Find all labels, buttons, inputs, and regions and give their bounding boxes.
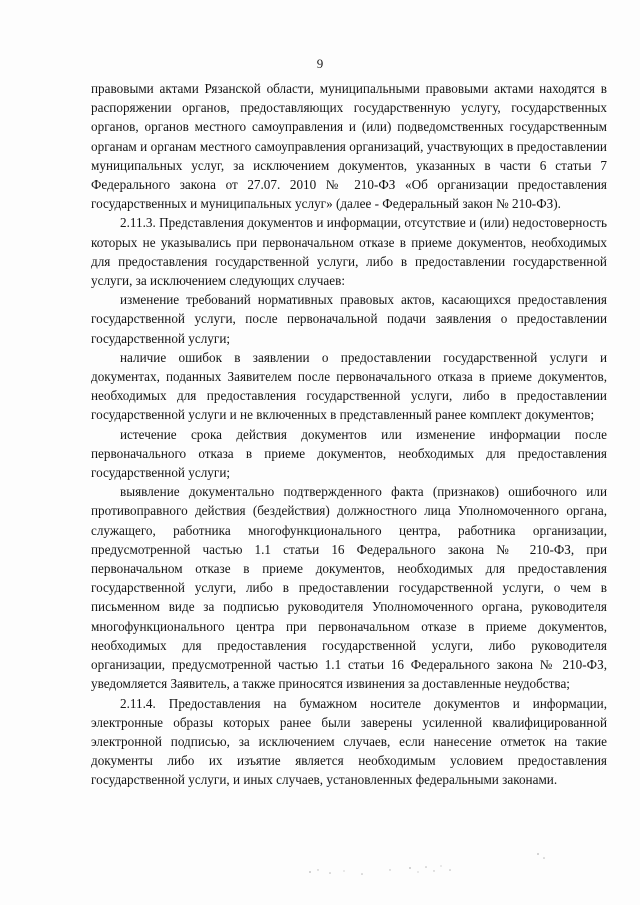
document-body — [91, 79, 607, 790]
paragraph: выявление документально подтвержденного факта (признаков) ошибочного или противоправного действия (бездействия) должностного лица Уполномоченного органа, служащего, работника многофункционального центра, работника организации, предусмотренной частью 1.1 статьи 16 Федерального закона № 210-ФЗ, при первоначальном отказе в приеме документов, необходимых для предоставления государственной услуги, либо в предоставлении государственной услуги, о чем в письменном виде за подписью руководителя Уполномоченного органа, руководителя многофункционального центра при первоначальном отказе в приеме документов, необходимых для предоставления государственной услуги, либо руководителя организации, предусмотренной частью 1.1 статьи 16 Федерального закона № 210-ФЗ, уведомляется Заявитель, а также приносятся извинения за доставленные неудобства; — [91, 484, 607, 692]
paragraph: 2.11.4. Предоставления на бумажном носителе документов и информации, электронные образы которых ранее были заверены усиленной квалифицированной электронной подписью, за исключением случаев, если нанесение отметок на такие документы либо их изъятие является необходимым условием предоставления государственной услуги, и иных случаев, установленных федеральными законами. — [91, 695, 607, 788]
paragraph: истечение срока действия документов или изменение информации после первоначального отказа в приеме документов, необходимых для предоставления государственной услуги; — [91, 426, 607, 481]
paragraph: правовыми актами Рязанской области, муниципальными правовыми актами находятся в распоряжении органов, предоставляющих государственную услугу, государственных органов, органов местного самоуправления и (или) подведомственных государственным органам и органам местного самоуправления организаций, участвующих в предоставлении муниципальных услуг, за исключением документов, указанных в части 6 статьи 7 Федерального закона от 27.07. 2010 № 210-ФЗ «Об организации предоставления государственных и муниципальных услуг» (далее - Федеральный закон № 210-ФЗ). — [91, 81, 607, 212]
paragraph: 2.11.3. Представления документов и информации, отсутствие и (или) недостоверность которых не указывались при первоначальном отказе в приеме документов, необходимых для предоставления государственной услуги, либо в предоставлении государственной услуги, за исключением следующих случаев: — [91, 215, 607, 289]
page-number: 9 — [316, 56, 324, 71]
scan-noise — [300, 850, 560, 880]
paragraph: изменение требований нормативных правовых актов, касающихся предоставления государственной услуги, после первоначальной подачи заявления о предоставлении государственной услуги; — [91, 292, 607, 346]
paragraph: наличие ошибок в заявлении о предоставлении государственной услуги и документах, поданных Заявителем после первоначального отказа в приеме документов, необходимых для предоставления государственной услуги, либо в предоставлении государственной услуги и не включенных в представленный ранее комплект документов; — [91, 349, 607, 423]
